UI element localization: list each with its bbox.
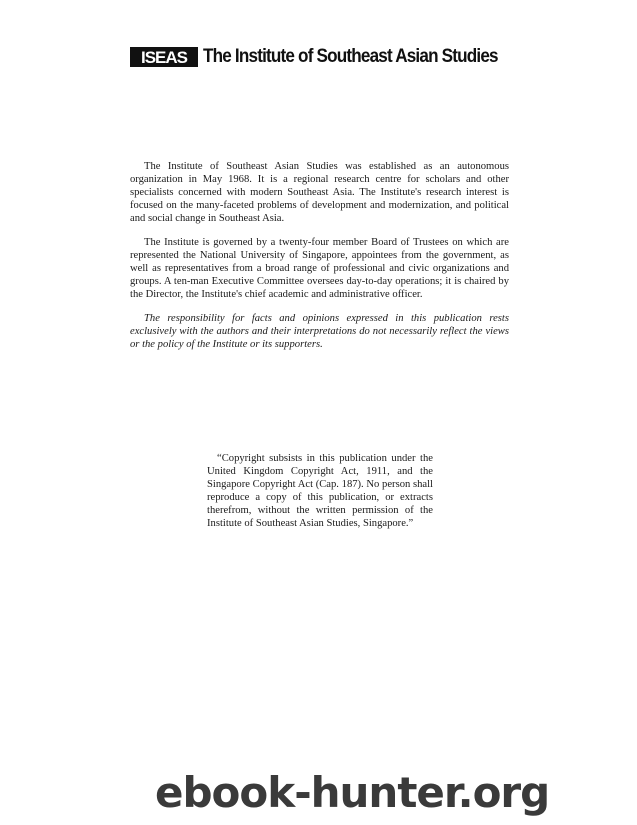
page-header: [130, 44, 520, 70]
body-text: [130, 160, 509, 362]
institute-title: The Institute of Southeast Asian Studies: [203, 46, 498, 67]
iseas-logo: [130, 47, 198, 67]
paragraph-about: The Institute of Southeast Asian Studies was established as an autonomous organization in May 1968. It is a regional research centre for scholars and other specialists concerned with modern Southeast Asia. The Institute's research interest is focused on the many-faceted problems of development and modernization, and political and social change in Southeast Asia.: [130, 161, 509, 224]
copyright-notice: “Copyright subsists in this publication under the United Kingdom Copyright Act, 1911, and the Singapore Copyright Act (Cap. 187). No person shall reproduce a copy of this publication, or extracts therefrom, without the written permission of the Institute of Southeast Asian Studies, Singapore.”: [207, 453, 433, 529]
paragraph-governance: The Institute is governed by a twenty-four member Board of Trustees on which are represented the National University of Singapore, appointees from the government, as well as representatives from a broad range of professional and civic organizations and groups. A ten-man Executive Committee oversees day-to-day operations; it is chaired by the Director, the Institute's chief academic and administrative officer.: [130, 237, 509, 300]
watermark: ebook-hunter.org: [155, 768, 550, 817]
logo-lettering: ISEAS: [140, 48, 188, 67]
paragraph-disclaimer: The responsibility for facts and opinions expressed in this publication rests exclusively with the authors and their interpretations do not necessarily reflect the views or the policy of the Institute or its supporters.: [130, 313, 509, 350]
